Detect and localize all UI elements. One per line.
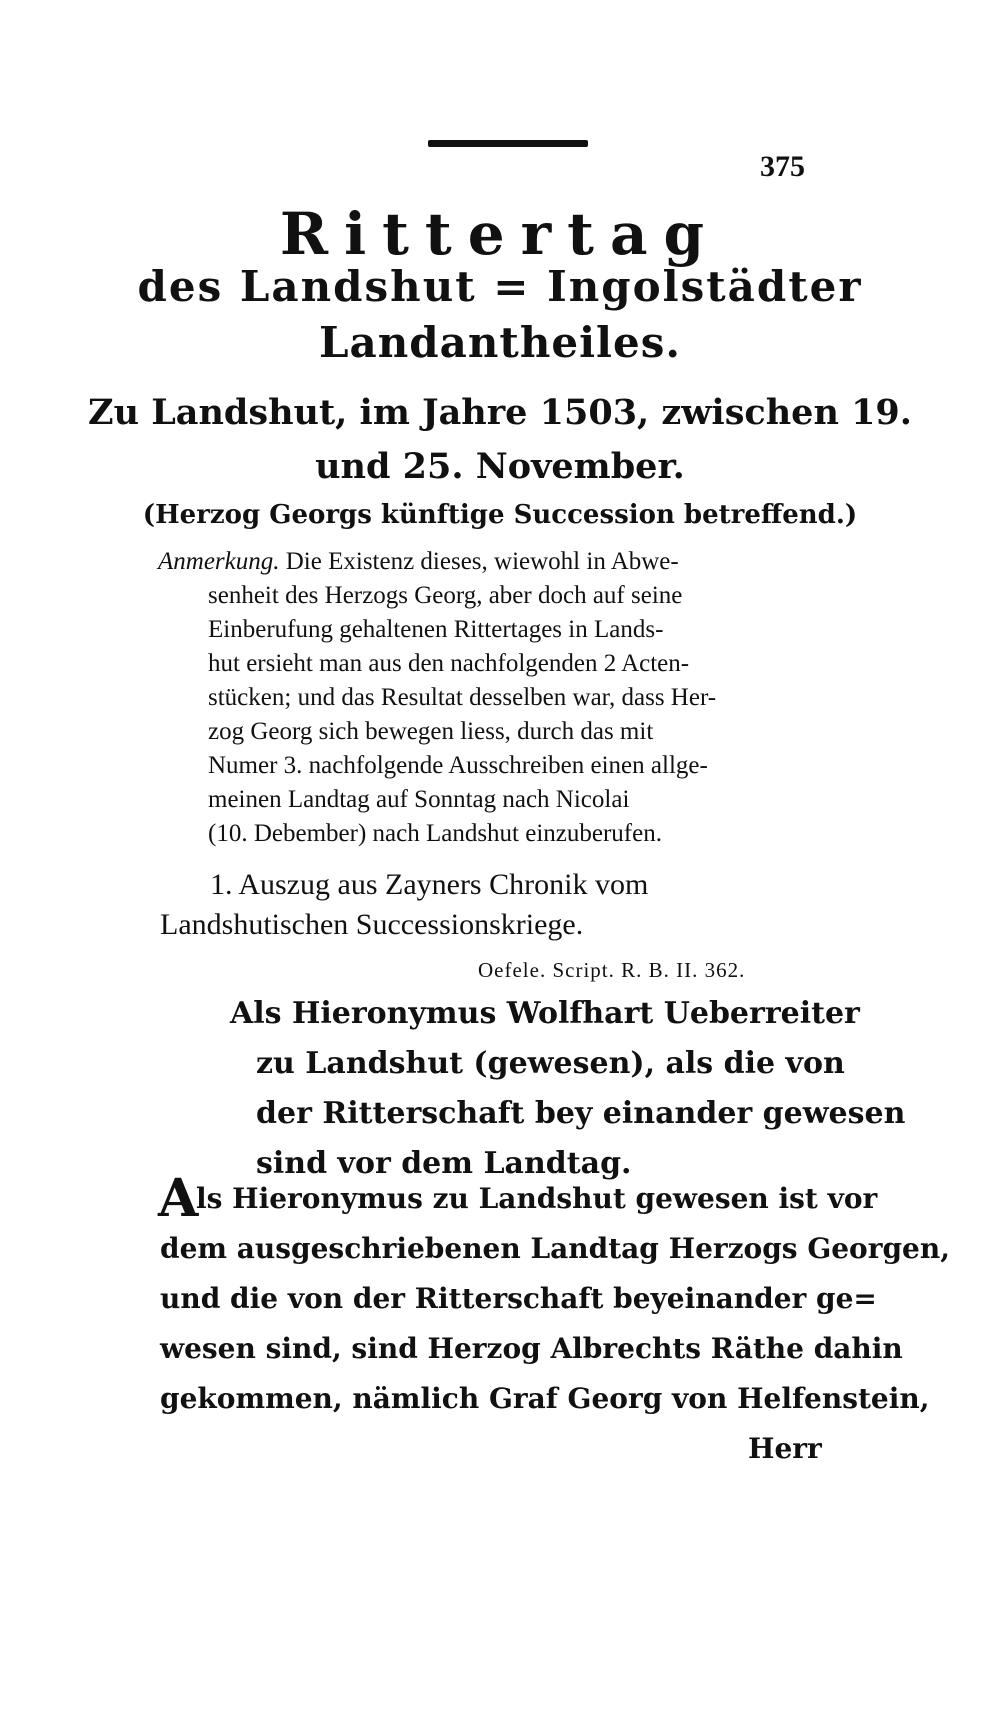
note-label: Anmerkung. [158, 548, 280, 575]
catchword: Herr [748, 1432, 822, 1465]
body-line: dem ausgeschriebenen Landtag Herzogs Georgen, [160, 1232, 950, 1265]
title-line-1: Rittertag [279, 200, 721, 268]
body-line: wesen sind, sind Herzog Albrechts Räthe dahin [160, 1332, 903, 1365]
heading-block-line: Als Hieronymus Wolfhart Ueberreiter [230, 996, 860, 1031]
note-line: Einberufung gehaltenen Rittertages in Lands- [208, 616, 664, 643]
note-line: Numer 3. nachfolgende Ausschreiben einen allge- [208, 752, 708, 779]
body-line: ls Hieronymus zu Landshut gewesen ist vor [196, 1182, 878, 1215]
source-citation: Oefele. Script. R. B. II. 362. [478, 958, 746, 982]
parenthetical-note: (Herzog Georgs künftige Succession betreffend.) [142, 500, 858, 530]
title-line-2: des Landshut = Ingolstädter [137, 262, 863, 311]
drop-initial: A [158, 1168, 199, 1229]
note-line: Die Existenz dieses, wiewohl in Abwe- [285, 548, 679, 575]
heading-block-line: der Ritterschaft bey einander gewesen [256, 1096, 906, 1131]
note-line: hut ersieht man aus den nachfolgenden 2 Acten- [208, 650, 690, 677]
note-line: meinen Landtag auf Sonntag nach Nicolai [208, 786, 630, 813]
note-line: zog Georg sich bewegen liess, durch das mit [208, 718, 654, 745]
note-line: senheit des Herzogs Georg, aber doch auf seine [208, 582, 683, 609]
section-heading-line-2: Landshutischen Successionskriege. [160, 908, 584, 941]
heading-block-line: zu Landshut (gewesen), als die von [256, 1046, 845, 1081]
header-rule [428, 140, 588, 147]
page-number: 375 [760, 150, 805, 183]
note-first-line [158, 548, 679, 576]
heading-block-line: sind vor dem Landtag. [256, 1146, 632, 1181]
subtitle-line-2: und 25. November. [315, 446, 685, 487]
note-line: stücken; und das Resultat desselben war, dass Her- [208, 684, 717, 711]
body-line: gekommen, nämlich Graf Georg von Helfenstein, [160, 1382, 930, 1415]
note-line: (10. Debember) nach Landshut einzuberufen. [208, 820, 662, 847]
title-line-3: Landantheiles. [319, 318, 681, 367]
section-heading-line-1: 1. Auszug aus Zayners Chronik vom [210, 868, 649, 901]
subtitle-line-1: Zu Landshut, im Jahre 1503, zwischen 19. [88, 392, 912, 433]
body-line: und die von der Ritterschaft beyeinander ge= [160, 1282, 877, 1315]
